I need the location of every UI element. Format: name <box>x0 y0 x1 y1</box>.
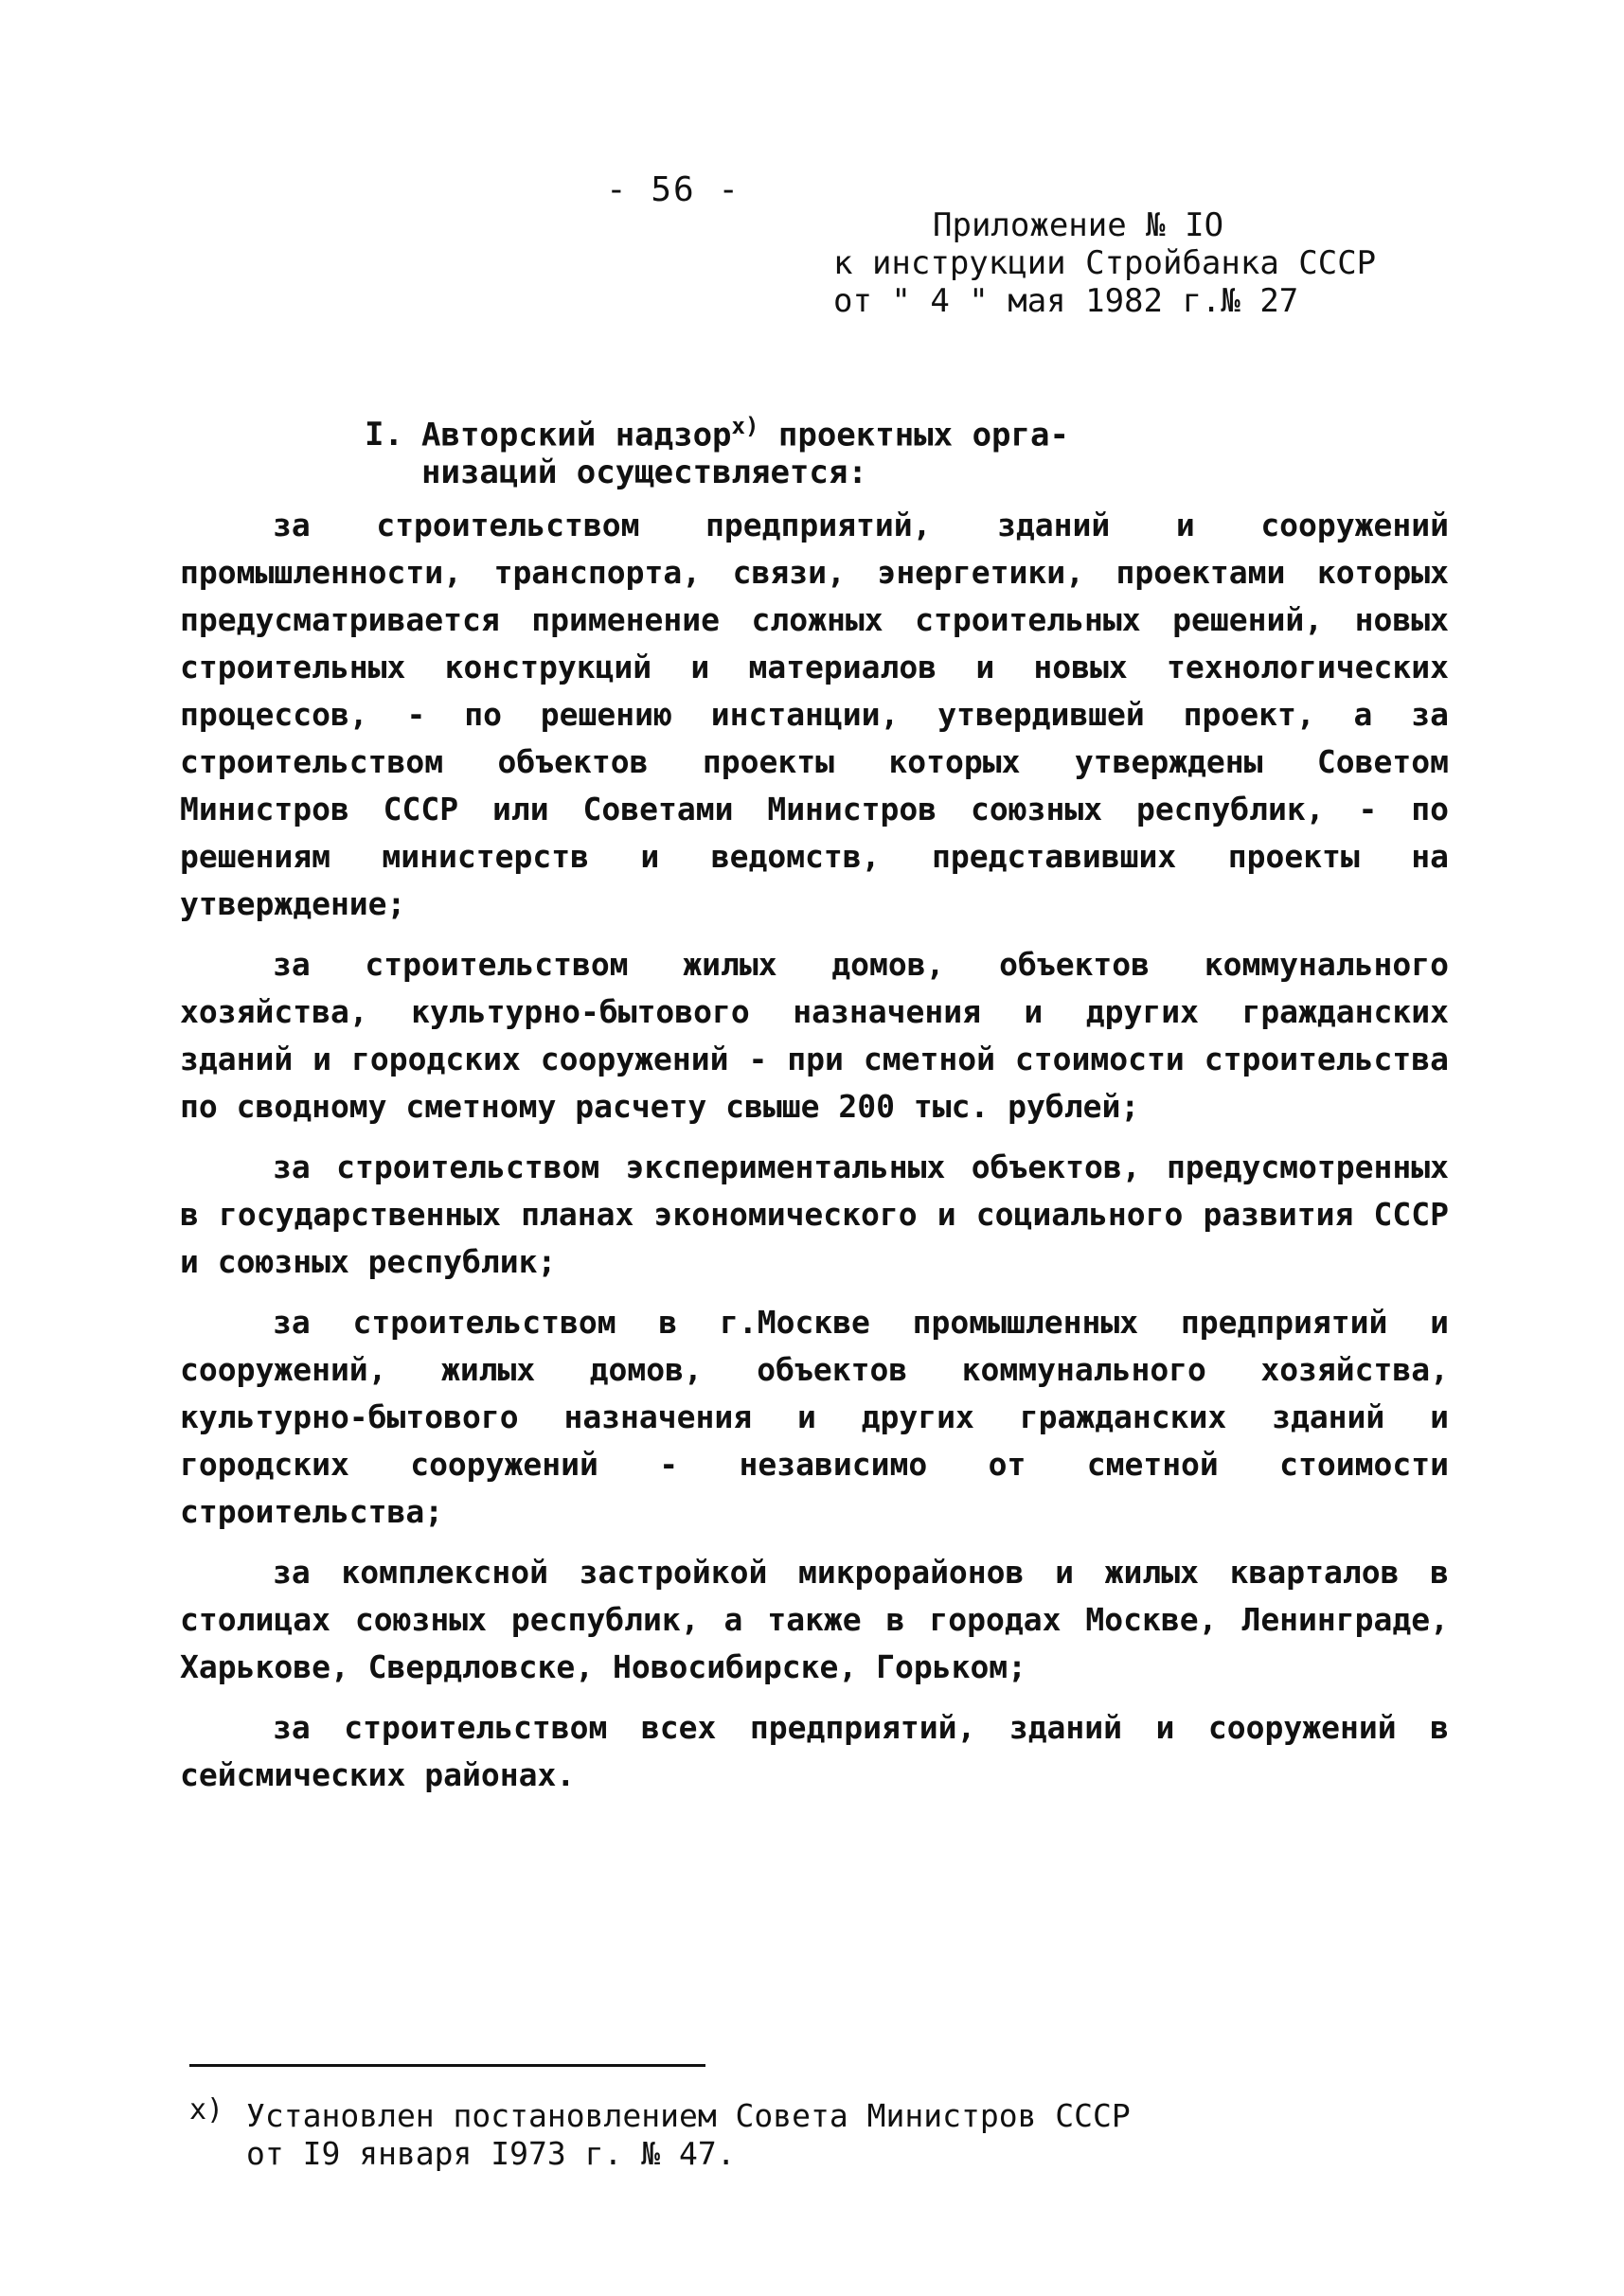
section-heading <box>365 407 1122 491</box>
heading-text-part1: Авторский надзор <box>421 416 732 454</box>
paragraph-experimental: за строительством экспериментальных объектов, предусмотренных в государственных планах экономического и социального развития СССР и союзных республик; <box>180 1148 1449 1280</box>
appendix-reference <box>833 206 1458 320</box>
page-number: - 56 - <box>606 170 741 209</box>
heading-text-part2: проектных орга- <box>758 416 1069 454</box>
paragraph-housing: за строительством жилых домов, объектов коммунального хозяйства, культурно-бытового назначения и других гражданских зданий и городских сооружений - при сметной стоимости строительства по сводному сметному расчету свыше 200 тыс. рублей; <box>180 946 1449 1125</box>
body-text <box>180 502 1449 1812</box>
paragraph-industry: за строительством предприятий, зданий и сооружений промышленности, транспорта, связи, энергетики, проектами которых предусматривается применение сложных строительных решений, новых строительных конструкций и материалов и новых технологических процессов, - по решению инстанции, утвердившей проект, а за строительством объектов проекты которых утверждены Советом Министров СССР или Советами Министров союзных республик, - по решениям министерств и ведомств, представивших проекты на утверждение; <box>180 507 1449 922</box>
paragraph-microdistricts: за комплексной застройкой микрорайонов и жилых кварталов в столицах союзных республик, а также в городах Москве, Ленинграде, Харькове, Свердловске, Новосибирске, Горьком; <box>180 1554 1449 1685</box>
paragraph-moscow: за строительством в г.Москве промышленных предприятий и сооружений, жилых домов, объектов коммунального хозяйства, культурно-бытового назначения и других гражданских зданий и городских сооружений - независимо от сметной стоимости строительства; <box>180 1304 1449 1530</box>
appendix-instruction: к инструкции Стройбанка СССР <box>833 244 1377 282</box>
heading-line-2: низаций осуществляется: <box>421 454 867 492</box>
appendix-date: от " 4 " мая 1982 г.№ 27 <box>833 282 1299 320</box>
heading-number: I. <box>365 416 403 454</box>
footnote <box>189 2093 1231 2173</box>
footnote-line-1: Установлен постановлением Совета Министров СССР <box>246 2097 1131 2134</box>
footnote-line-2: от I9 января I973 г. № 47. <box>246 2135 736 2172</box>
footnote-mark: x) <box>189 2093 224 2127</box>
paragraph-seismic: за строительством всех предприятий, зданий и сооружений в сейсмических районах. <box>180 1709 1449 1793</box>
appendix-title: Приложение № IO <box>933 206 1224 244</box>
heading-footnote-mark: x) <box>731 413 759 439</box>
heading-line-1 <box>365 407 1122 454</box>
footnote-divider <box>189 2064 705 2067</box>
